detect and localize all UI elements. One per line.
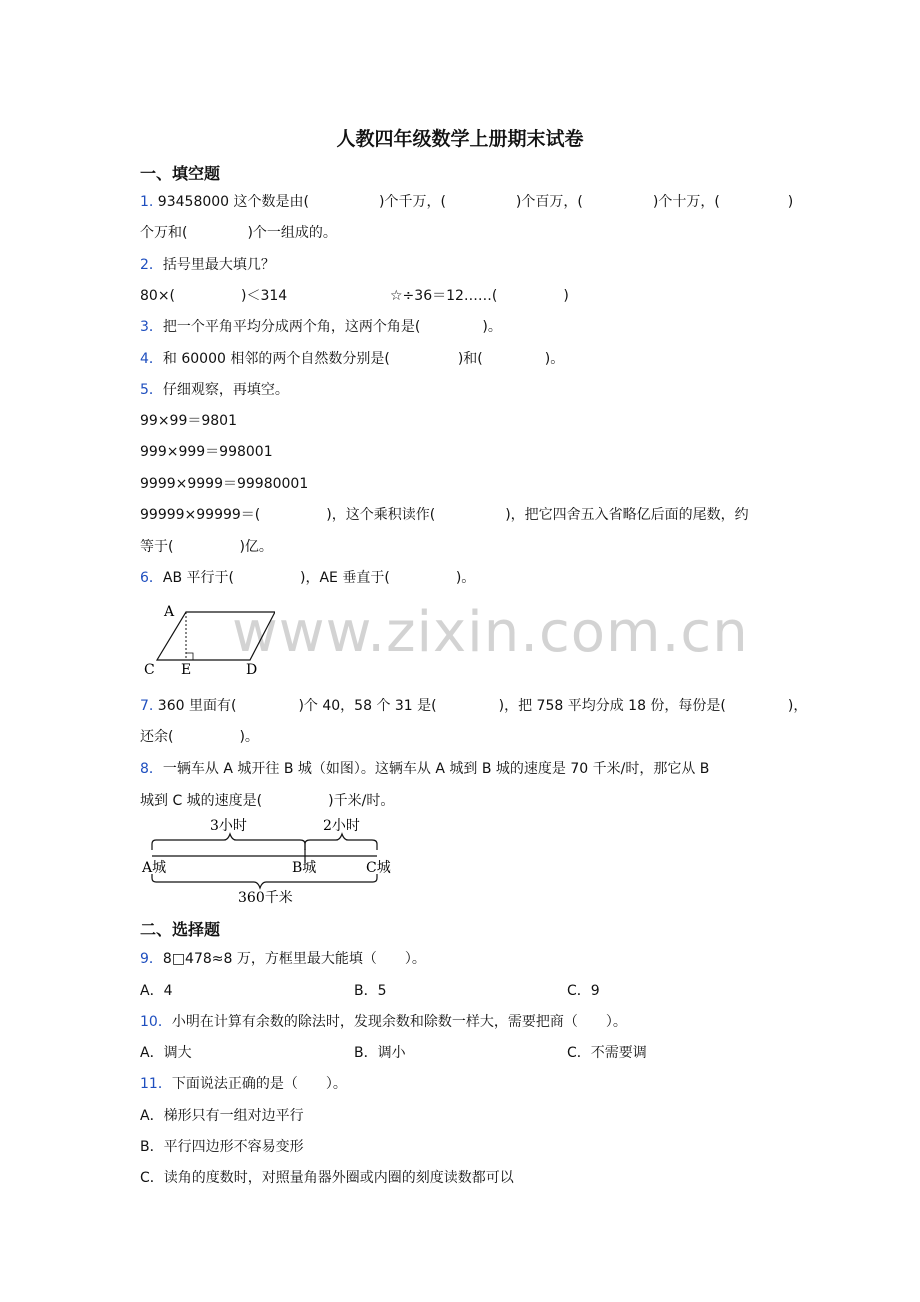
parallelogram-shape (157, 612, 275, 660)
question-number: 4． (140, 351, 163, 367)
option-a[interactable]: A．4 (140, 983, 173, 999)
question-2-part-b: ☆÷36＝12……( ) (390, 288, 569, 304)
question-2: 2．括号里最大填几？ (140, 257, 275, 273)
brace-3-hours (152, 834, 305, 850)
distance-diagram (140, 812, 400, 908)
section-heading-fill: 一、填空题 (140, 164, 221, 183)
label-a-city: A城 (142, 860, 167, 876)
question-number: 9． (140, 951, 163, 967)
question-11: 11．下面说法正确的是（ ）。 (140, 1076, 347, 1092)
label-a: A (164, 604, 175, 620)
question-number: 2． (140, 257, 163, 273)
option-b[interactable]: B．5 (354, 983, 387, 999)
question-number: 8． (140, 761, 163, 777)
question-8-line-1: 8．一辆车从 A 城开往 B 城（如图）。这辆车从 A 城到 B 城的速度是 70 千米/时，那它从 B (140, 761, 710, 777)
question-9: 9．8□478≈8 万，方框里最大能填（ ）。 (140, 951, 426, 967)
question-5-line-2: 等于( )亿。 (140, 539, 273, 555)
label-d: D (246, 662, 258, 678)
question-6: 6．AB 平行于( )，AE 垂直于( )。 (140, 570, 476, 586)
label-distance: 360千米 (238, 890, 293, 906)
option-c[interactable]: C．9 (567, 983, 600, 999)
parallelogram-figure (140, 600, 275, 680)
label-3-hours: 3小时 (210, 818, 247, 834)
label-c-city: C城 (366, 860, 391, 876)
question-2-part-a: 80×( )＜314 (140, 288, 288, 304)
label-e: E (181, 662, 192, 678)
question-5-line-1: 99999×99999＝( )，这个乘积读作( )，把它四舍五入省略亿后面的尾数，约 (140, 507, 749, 523)
equation-1: 99×99＝9801 (140, 413, 237, 429)
question-number: 10． (140, 1014, 172, 1030)
brace-2-hours (305, 834, 377, 850)
page-title: 人教四年级数学上册期末试卷 (336, 128, 584, 150)
question-number: 1. (140, 194, 154, 210)
equation-2: 999×999＝998001 (140, 444, 273, 460)
question-8-line-2: 城到 C 城的速度是( )千米/时。 (140, 793, 395, 809)
option-b[interactable]: B．平行四边形不容易变形 (140, 1139, 304, 1155)
question-3: 3．把一个平角平均分成两个角，这两个角是( )。 (140, 319, 502, 335)
option-c[interactable]: C．读角的度数时，对照量角器外圈或内圈的刻度读数都可以 (140, 1170, 514, 1186)
question-10: 10．小明在计算有余数的除法时，发现余数和除数一样大，需要把商（ ）。 (140, 1014, 627, 1030)
question-number: 7. (140, 698, 154, 714)
watermark: www.zixin.com.cn (232, 600, 749, 665)
option-a[interactable]: A．梯形只有一组对边平行 (140, 1108, 304, 1124)
label-c: C (144, 662, 155, 678)
question-number: 6． (140, 570, 163, 586)
question-1-line-1: 1. 93458000 这个数是由( )个千万，( )个百万，( )个十万，( ) (140, 194, 794, 210)
question-number: 5． (140, 382, 163, 398)
question-7-line-2: 还余( )。 (140, 729, 259, 745)
question-5: 5．仔细观察，再填空。 (140, 382, 289, 398)
option-a[interactable]: A．调大 (140, 1045, 192, 1061)
equation-3: 9999×9999＝99980001 (140, 476, 309, 492)
right-angle-mark (186, 653, 193, 660)
option-c[interactable]: C．不需要调 (567, 1045, 647, 1061)
question-number: 3． (140, 319, 163, 335)
question-number: 11． (140, 1076, 172, 1092)
question-4: 4．和 60000 相邻的两个自然数分别是( )和( )。 (140, 351, 565, 367)
question-1-line-2: 个万和( )个一组成的。 (140, 225, 337, 241)
label-b-city: B城 (292, 860, 317, 876)
label-2-hours: 2小时 (323, 818, 360, 834)
section-heading-choice: 二、选择题 (140, 920, 221, 939)
question-7-line-1: 7. 360 里面有( )个 40，58 个 31 是( )，把 758 平均分成 18 份，每份是( )， (140, 698, 808, 714)
option-b[interactable]: B．调小 (354, 1045, 406, 1061)
brace-total (152, 874, 377, 888)
